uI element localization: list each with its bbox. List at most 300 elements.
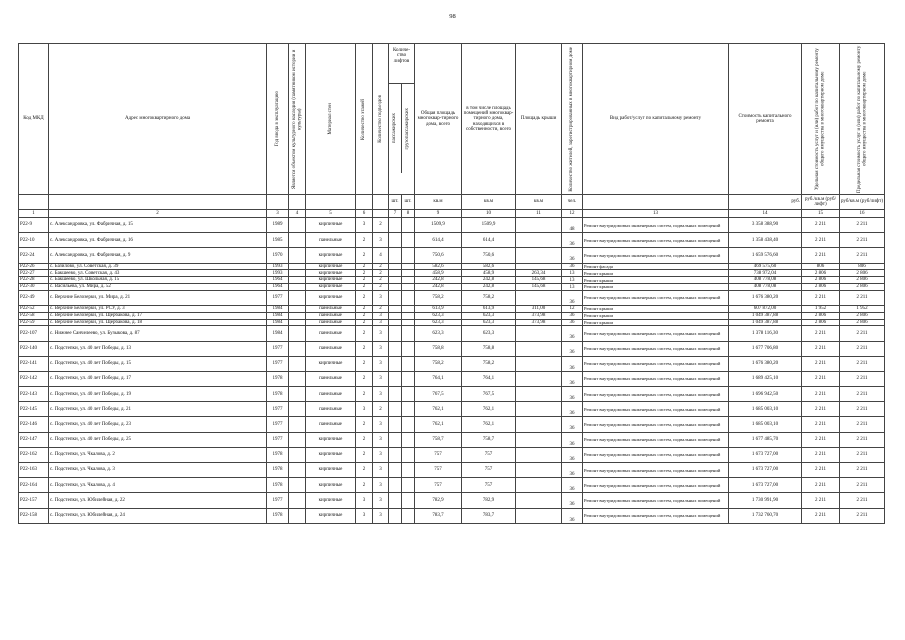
max-cost-cell: 2 211 xyxy=(840,233,885,248)
lifts-passenger-cell xyxy=(389,312,402,319)
roof-area-cell xyxy=(516,263,562,270)
floors-cell: 2 xyxy=(356,319,373,326)
walls-cell: панельные xyxy=(306,326,356,341)
header-code: Код МКД xyxy=(19,44,49,195)
floors-cell: 3 xyxy=(356,218,373,233)
column-number: 13 xyxy=(583,210,729,218)
mkd-code: Р22-26 xyxy=(19,263,49,270)
lifts-cargo-cell xyxy=(402,432,415,447)
roof-area-cell: 145,68 xyxy=(516,277,562,284)
residents-cell: 36 xyxy=(562,290,583,305)
heritage-cell xyxy=(289,283,306,290)
floors-cell: 3 xyxy=(356,493,373,508)
mkd-code: Р22-142 xyxy=(19,371,49,386)
header-area-owned: в том числе площадь помещений многоквар-тирного дома, находящихся в собственности, всего xyxy=(462,44,516,195)
lifts-cargo-cell xyxy=(402,402,415,417)
address-cell: с. Верхние Белозерки, ул. Мира, д. 21 xyxy=(49,290,267,305)
residents-cell: 36 xyxy=(562,312,583,319)
table-row xyxy=(19,263,885,270)
cost-cell: 1 049 387,88 xyxy=(729,312,802,319)
address-cell: с. Верхние Белозерки, ул. РСУ, д. 3 xyxy=(49,305,267,312)
heritage-cell xyxy=(289,326,306,341)
mkd-code: Р22-147 xyxy=(19,432,49,447)
unit-pcs: шт. xyxy=(389,195,402,210)
unit-cost-cell: 2 211 xyxy=(802,402,840,417)
residents-cell: 48 xyxy=(562,218,583,233)
unit-sqm: кв.м xyxy=(415,195,462,210)
table-row xyxy=(19,447,885,462)
walls-cell: панельные xyxy=(306,417,356,432)
max-cost-cell: 2 211 xyxy=(840,387,885,402)
header-year: Год ввода в эксплуатацию xyxy=(267,44,289,195)
floors-cell: 2 xyxy=(356,447,373,462)
entrances-cell: 3 xyxy=(373,432,389,447)
floors-cell: 2 xyxy=(356,263,373,270)
residents-cell: 13 xyxy=(562,277,583,284)
residents-cell: 36 xyxy=(562,478,583,493)
unit-people: чел. xyxy=(562,195,583,210)
max-cost-cell: 2 806 xyxy=(840,312,885,319)
work-type-cell: Ремонт внутридомовых инженерных систем, подвальных помещений xyxy=(583,218,729,233)
mkd-code: Р22-143 xyxy=(19,387,49,402)
heritage-cell xyxy=(289,270,306,277)
area-owned-cell: 757 xyxy=(462,478,516,493)
residents-cell: 36 xyxy=(562,371,583,386)
lifts-cargo-cell xyxy=(402,387,415,402)
heritage-cell xyxy=(289,341,306,356)
address-cell: с. Бакшеево, ул. Школьная, д. 15 xyxy=(49,277,267,284)
lifts-cargo-cell xyxy=(402,326,415,341)
heritage-cell xyxy=(289,290,306,305)
unit-rub-sqm: руб./кв.м (руб/лифт) xyxy=(802,195,840,210)
year-cell: 1985 xyxy=(267,233,289,248)
cost-cell: 408 778,08 xyxy=(729,277,802,284)
lifts-passenger-cell xyxy=(389,305,402,312)
year-cell: 1964 xyxy=(267,283,289,290)
header-lifts-cargo: грузопассажирских xyxy=(405,107,411,150)
lifts-passenger-cell xyxy=(389,387,402,402)
work-type-cell: Ремонт крыши xyxy=(583,277,729,284)
area-total-cell: 783,7 xyxy=(415,508,462,523)
mkd-code: Р22-107 xyxy=(19,326,49,341)
area-owned-cell: 764,1 xyxy=(462,371,516,386)
table-row xyxy=(19,248,885,263)
walls-cell: панельные xyxy=(306,233,356,248)
cost-cell: 1 730 991,90 xyxy=(729,493,802,508)
entrances-cell: 2 xyxy=(373,270,389,277)
walls-cell: кирпичные xyxy=(306,248,356,263)
year-cell: 1977 xyxy=(267,402,289,417)
unit-cost-cell: 2 211 xyxy=(802,387,840,402)
lifts-cargo-cell xyxy=(402,277,415,284)
residents-cell: 36 xyxy=(562,233,583,248)
heritage-cell xyxy=(289,508,306,523)
entrances-cell: 3 xyxy=(373,493,389,508)
header-address: Адрес многоквартирного дома xyxy=(49,44,267,195)
work-type-cell: Ремонт внутридомовых инженерных систем, подвальных помещений xyxy=(583,371,729,386)
entrances-cell: 2 xyxy=(373,283,389,290)
work-type-cell: Ремонт внутридомовых инженерных систем, подвальных помещений xyxy=(583,233,729,248)
mkd-code: Р22-162 xyxy=(19,447,49,462)
floors-cell: 2 xyxy=(356,341,373,356)
lifts-passenger-cell xyxy=(389,283,402,290)
work-type-cell: Ремонт внутридомовых инженерных систем, подвальных помещений xyxy=(583,463,729,478)
header-lifts: Количе-ство лифтов пассажирских грузопассажирских xyxy=(389,44,415,195)
heritage-cell xyxy=(289,478,306,493)
lifts-cargo-cell xyxy=(402,263,415,270)
area-owned-cell: 758,2 xyxy=(462,356,516,371)
area-total-cell: 242,8 xyxy=(415,277,462,284)
lifts-cargo-cell xyxy=(402,508,415,523)
walls-cell: кирпичные xyxy=(306,283,356,290)
entrances-cell: 3 xyxy=(373,290,389,305)
area-total-cell: 758,2 xyxy=(415,356,462,371)
mkd-code: Р22-145 xyxy=(19,402,49,417)
area-owned-cell: 623,3 xyxy=(462,326,516,341)
walls-cell: панельные xyxy=(306,312,356,319)
walls-cell: панельные xyxy=(306,371,356,386)
area-owned-cell: 758,2 xyxy=(462,290,516,305)
unit-cost-cell: 2 806 xyxy=(802,312,840,319)
roof-area-cell xyxy=(516,417,562,432)
heritage-cell xyxy=(289,248,306,263)
entrances-cell: 2 xyxy=(373,218,389,233)
column-number: 1 xyxy=(19,210,49,218)
floors-cell: 2 xyxy=(356,478,373,493)
address-cell: с. Подстепки, ул. 40 лет Победы, д. 23 xyxy=(49,417,267,432)
max-cost-cell: 1 952 xyxy=(840,305,885,312)
year-cell: 1977 xyxy=(267,356,289,371)
units-row xyxy=(19,195,885,210)
walls-cell: панельные xyxy=(306,402,356,417)
table-row xyxy=(19,387,885,402)
address-cell: с. Подстепки, ул. Чкалова, д. 3 xyxy=(49,463,267,478)
heritage-cell xyxy=(289,417,306,432)
table-header xyxy=(19,44,885,218)
mkd-code: Р22-24 xyxy=(19,248,49,263)
max-cost-cell: 2 211 xyxy=(840,493,885,508)
heritage-cell xyxy=(289,305,306,312)
mkd-code: Р22-28 xyxy=(19,277,49,284)
area-total-cell: 750,6 xyxy=(415,248,462,263)
roof-area-cell xyxy=(516,447,562,462)
header-work-type: Вид работ/услуг по капитальному ремонту xyxy=(583,44,729,195)
residents-cell: 36 xyxy=(562,387,583,402)
header-walls: Материал стен xyxy=(306,44,356,195)
capital-repair-table xyxy=(18,43,885,524)
area-owned-cell: 458,9 xyxy=(462,270,516,277)
unit-cost-cell: 2 211 xyxy=(802,248,840,263)
area-total-cell: 623,3 xyxy=(415,319,462,326)
address-cell: с. Подстепки, ул. Юбилейная, д. 22 xyxy=(49,493,267,508)
area-total-cell: 614,4 xyxy=(415,233,462,248)
header-lifts-passenger: пассажирских xyxy=(392,113,398,144)
residents-cell: 13 xyxy=(562,283,583,290)
work-type-cell: Ремонт внутридомовых инженерных систем, подвальных помещений xyxy=(583,387,729,402)
column-number: 3 xyxy=(267,210,289,218)
roof-area-cell: 263,34 xyxy=(516,270,562,277)
area-owned-cell: 613,9 xyxy=(462,305,516,312)
lifts-passenger-cell xyxy=(389,277,402,284)
residents-cell: 36 xyxy=(562,432,583,447)
floors-cell: 2 xyxy=(356,312,373,319)
unit-cost-cell: 2 806 xyxy=(802,277,840,284)
walls-cell: кирпичные xyxy=(306,463,356,478)
max-cost-cell: 2 211 xyxy=(840,478,885,493)
unit-cost-cell: 2 211 xyxy=(802,356,840,371)
mkd-code: Р22-27 xyxy=(19,270,49,277)
walls-cell: кирпичные xyxy=(306,356,356,371)
area-owned-cell: 242,8 xyxy=(462,283,516,290)
lifts-cargo-cell xyxy=(402,283,415,290)
area-owned-cell: 782,9 xyxy=(462,493,516,508)
table-row xyxy=(19,508,885,523)
unit-cost-cell: 2 211 xyxy=(802,493,840,508)
lifts-cargo-cell xyxy=(402,233,415,248)
area-total-cell: 613,9 xyxy=(415,305,462,312)
cost-cell: 1 659 576,60 xyxy=(729,248,802,263)
address-cell: с. Верхние Белозерки, ул. Щербакова, д. 17 xyxy=(49,312,267,319)
unit-cost-cell: 2 211 xyxy=(802,447,840,462)
mkd-code: Р22-58 xyxy=(19,312,49,319)
floors-cell: 3 xyxy=(356,402,373,417)
max-cost-cell: 2 211 xyxy=(840,417,885,432)
mkd-code: Р22-140 xyxy=(19,341,49,356)
area-total-cell: 764,1 xyxy=(415,371,462,386)
lifts-cargo-cell xyxy=(402,447,415,462)
area-owned-cell: 767,5 xyxy=(462,387,516,402)
page-number: 98 xyxy=(449,13,456,20)
floors-cell: 2 xyxy=(356,371,373,386)
heritage-cell xyxy=(289,312,306,319)
unit-cost-cell: 2 211 xyxy=(802,417,840,432)
lifts-passenger-cell xyxy=(389,319,402,326)
heritage-cell xyxy=(289,447,306,462)
entrances-cell: 3 xyxy=(373,447,389,462)
unit-pcs: шт. xyxy=(402,195,415,210)
table-row xyxy=(19,493,885,508)
work-type-cell: Ремонт фасада xyxy=(583,263,729,270)
lifts-passenger-cell xyxy=(389,341,402,356)
cost-cell: 1 696 942,50 xyxy=(729,387,802,402)
lifts-passenger-cell xyxy=(389,417,402,432)
cost-cell: 1 677 485,70 xyxy=(729,432,802,447)
area-owned-cell: 762,1 xyxy=(462,417,516,432)
max-cost-cell: 2 211 xyxy=(840,218,885,233)
column-number: 2 xyxy=(49,210,267,218)
residents-cell: 36 xyxy=(562,463,583,478)
column-number: 15 xyxy=(802,210,840,218)
year-cell: 1978 xyxy=(267,387,289,402)
mkd-code: Р22-163 xyxy=(19,463,49,478)
unit-sqm: кв.м xyxy=(462,195,516,210)
work-type-cell: Ремонт внутридомовых инженерных систем, подвальных помещений xyxy=(583,417,729,432)
roof-area-cell xyxy=(516,356,562,371)
mkd-code: Р22-157 xyxy=(19,493,49,508)
entrances-cell: 3 xyxy=(373,356,389,371)
header-residents: Количество жителей, зарегистрированных в многоквартирном доме xyxy=(562,44,583,195)
lifts-cargo-cell xyxy=(402,218,415,233)
lifts-passenger-cell xyxy=(389,326,402,341)
cost-cell: 1 685 003,10 xyxy=(729,417,802,432)
entrances-cell: 3 xyxy=(373,417,389,432)
address-cell: с. Васильева, ул. Мира, д. 52 xyxy=(49,283,267,290)
residents-cell: 36 xyxy=(562,508,583,523)
cost-cell: 1 358 438,40 xyxy=(729,233,802,248)
roof-area-cell xyxy=(516,432,562,447)
lifts-passenger-cell xyxy=(389,218,402,233)
floors-cell: 2 xyxy=(356,248,373,263)
max-cost-cell: 2 211 xyxy=(840,402,885,417)
table-row xyxy=(19,478,885,493)
lifts-passenger-cell xyxy=(389,263,402,270)
column-number: 16 xyxy=(840,210,885,218)
max-cost-cell: 2 806 xyxy=(840,277,885,284)
max-cost-cell: 2 211 xyxy=(840,248,885,263)
address-cell: с. Подстепки, ул. 40 лет Победы, д. 15 xyxy=(49,356,267,371)
residents-cell: 36 xyxy=(562,326,583,341)
residents-cell: 36 xyxy=(562,447,583,462)
lifts-cargo-cell xyxy=(402,312,415,319)
work-type-cell: Ремонт внутридомовых инженерных систем, подвальных помещений xyxy=(583,493,729,508)
unit-cost-cell: 2 211 xyxy=(802,326,840,341)
heritage-cell xyxy=(289,463,306,478)
cost-cell: 3 358 388,90 xyxy=(729,218,802,233)
roof-area-cell xyxy=(516,233,562,248)
cost-cell: 1 673 727,00 xyxy=(729,478,802,493)
cost-cell: 1 378 116,30 xyxy=(729,326,802,341)
address-cell: с. Подстепки, ул. 40 лет Победы, д. 17 xyxy=(49,371,267,386)
year-cell: 1978 xyxy=(267,508,289,523)
walls-cell: панельные xyxy=(306,319,356,326)
cost-cell: 607 872,00 xyxy=(729,305,802,312)
lifts-passenger-cell xyxy=(389,248,402,263)
area-total-cell: 623,3 xyxy=(415,326,462,341)
cost-cell: 1 689 425,10 xyxy=(729,371,802,386)
unit-cost-cell: 2 211 xyxy=(802,478,840,493)
area-total-cell: 757 xyxy=(415,447,462,462)
mkd-code: Р22-9 xyxy=(19,218,49,233)
table-row xyxy=(19,356,885,371)
heritage-cell xyxy=(289,493,306,508)
unit-cost-cell: 2 211 xyxy=(802,508,840,523)
lifts-cargo-cell xyxy=(402,463,415,478)
area-total-cell: 762,1 xyxy=(415,402,462,417)
address-cell: с. Подстепки, ул. Юбилейная, д. 24 xyxy=(49,508,267,523)
area-total-cell: 762,1 xyxy=(415,417,462,432)
walls-cell: кирпичные xyxy=(306,447,356,462)
floors-cell: 2 xyxy=(356,233,373,248)
address-cell: с. Александровка, ул. Фабричная, д. 15 xyxy=(49,218,267,233)
unit-cost-cell: 2 211 xyxy=(802,371,840,386)
year-cell: 1978 xyxy=(267,371,289,386)
floors-cell: 2 xyxy=(356,432,373,447)
lifts-cargo-cell xyxy=(402,341,415,356)
area-total-cell: 767,5 xyxy=(415,387,462,402)
table-row xyxy=(19,417,885,432)
work-type-cell: Ремонт крыши xyxy=(583,283,729,290)
floors-cell: 2 xyxy=(356,417,373,432)
year-cell: 1984 xyxy=(267,312,289,319)
lifts-cargo-cell xyxy=(402,290,415,305)
table-row xyxy=(19,283,885,290)
floors-cell: 2 xyxy=(356,277,373,284)
roof-area-cell xyxy=(516,463,562,478)
cost-cell: 408 778,08 xyxy=(729,283,802,290)
year-cell: 1984 xyxy=(267,305,289,312)
cost-cell: 1 685 003,10 xyxy=(729,402,802,417)
column-number: 8 xyxy=(402,210,415,218)
year-cell: 1984 xyxy=(267,326,289,341)
table-row xyxy=(19,432,885,447)
roof-area-cell xyxy=(516,478,562,493)
heritage-cell xyxy=(289,432,306,447)
cost-cell: 1 049 387,88 xyxy=(729,319,802,326)
floors-cell: 2 xyxy=(356,283,373,290)
unit-cost-cell: 2 211 xyxy=(802,290,840,305)
roof-area-cell: 373,98 xyxy=(516,312,562,319)
area-owned-cell: 750,6 xyxy=(462,248,516,263)
address-cell: с. Бакшеево, ул. Советская, д. 43 xyxy=(49,270,267,277)
max-cost-cell: 2 211 xyxy=(840,447,885,462)
roof-area-cell xyxy=(516,508,562,523)
year-cell: 1993 xyxy=(267,270,289,277)
table-row xyxy=(19,218,885,233)
lifts-passenger-cell xyxy=(389,463,402,478)
unit-cost-cell: 2 211 xyxy=(802,341,840,356)
lifts-cargo-cell xyxy=(402,270,415,277)
max-cost-cell: 2 211 xyxy=(840,463,885,478)
work-type-cell: Ремонт внутридомовых инженерных систем, подвальных помещений xyxy=(583,432,729,447)
year-cell: 1977 xyxy=(267,432,289,447)
header-unit-cost: Удельная стоимость услуг и (или) работ по капитальному ремонту общего имущества в многоквартирном доме xyxy=(802,44,840,195)
area-owned-cell: 757 xyxy=(462,447,516,462)
entrances-cell: 3 xyxy=(373,312,389,319)
heritage-cell xyxy=(289,387,306,402)
roof-area-cell xyxy=(516,290,562,305)
unit-cost-cell: 2 211 xyxy=(802,233,840,248)
lifts-cargo-cell xyxy=(402,248,415,263)
lifts-cargo-cell xyxy=(402,305,415,312)
header-entrances: Количество подъездов xyxy=(373,44,389,195)
column-number: 10 xyxy=(462,210,516,218)
column-number: 4 xyxy=(289,210,306,218)
year-cell: 1984 xyxy=(267,319,289,326)
column-number-blank xyxy=(373,210,389,218)
cost-cell: 1 673 727,00 xyxy=(729,463,802,478)
entrances-cell: 2 xyxy=(373,305,389,312)
work-type-cell: Ремонт внутридомовых инженерных систем, подвальных помещений xyxy=(583,508,729,523)
walls-cell: кирпичные xyxy=(306,218,356,233)
lifts-passenger-cell xyxy=(389,371,402,386)
cost-cell: 1 676 380,20 xyxy=(729,290,802,305)
header-area-total: Общая площадь многоквар-тирного дома, всего xyxy=(415,44,462,195)
address-cell: с. Подстепки, ул. 40 лет Победы, д. 13 xyxy=(49,341,267,356)
entrances-cell: 3 xyxy=(373,387,389,402)
header-max-cost: Предельная стоимость услуг и (или) работ по капитальному ремонту общего имущества в многоквартирном доме xyxy=(840,44,885,195)
cost-cell: 738 972,04 xyxy=(729,270,802,277)
mkd-code: Р22-141 xyxy=(19,356,49,371)
area-total-cell: 757 xyxy=(415,478,462,493)
max-cost-cell: 2 806 xyxy=(840,283,885,290)
residents-cell: 36 xyxy=(562,248,583,263)
table-row xyxy=(19,341,885,356)
lifts-passenger-cell xyxy=(389,402,402,417)
year-cell: 1977 xyxy=(267,417,289,432)
cost-cell: 1 677 706,80 xyxy=(729,341,802,356)
lifts-cargo-cell xyxy=(402,493,415,508)
mkd-code: Р22-158 xyxy=(19,508,49,523)
